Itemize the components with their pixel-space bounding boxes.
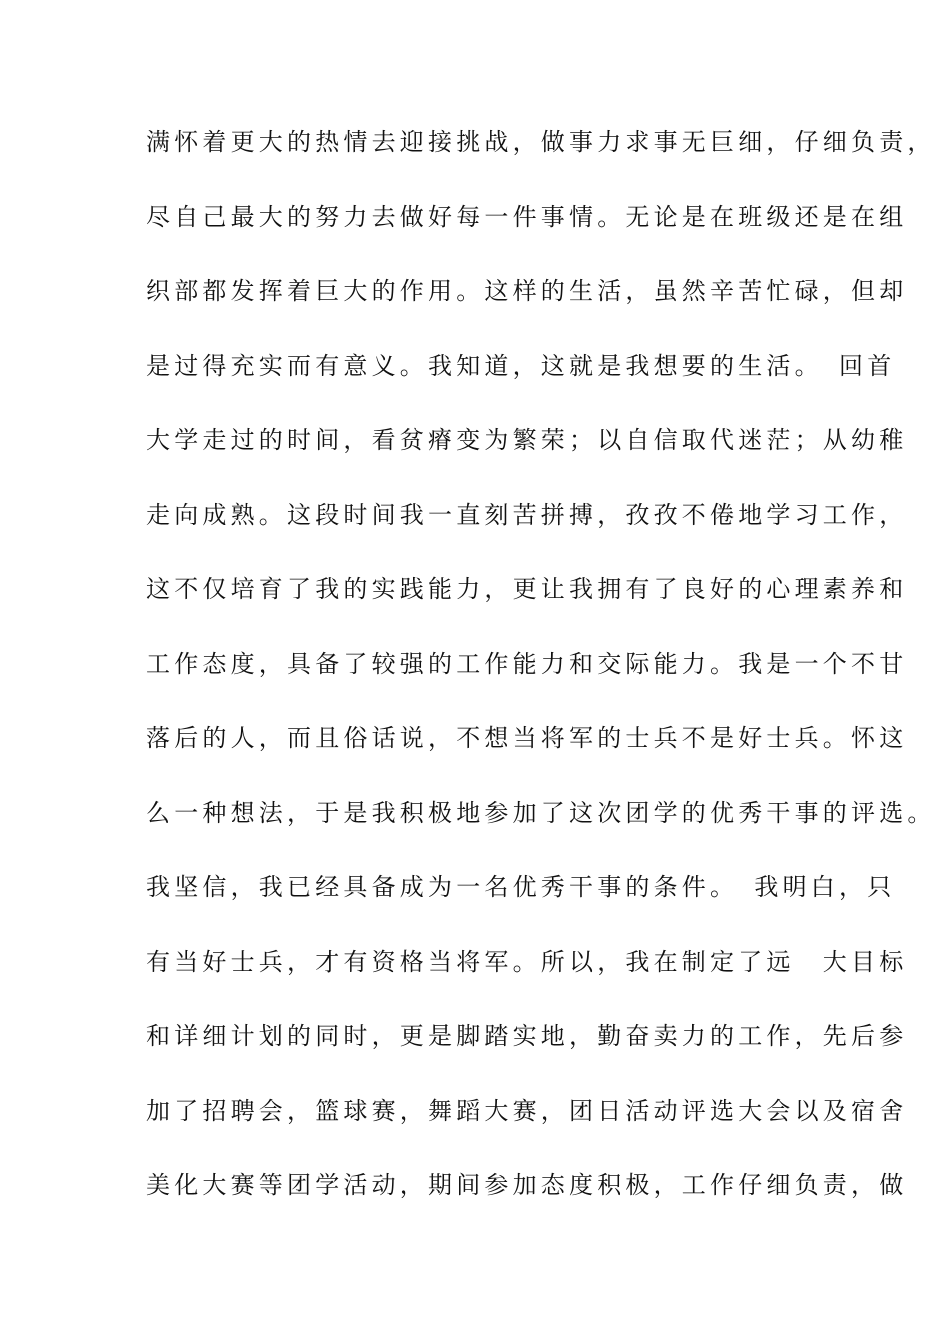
text-line: 这不仅培育了我的实践能力，更让我拥有了良好的心理素养和 [146,575,908,603]
body-text [146,127,936,1245]
text-line: 有当好士兵，才有资格当将军。所以，我在制定了远 大目标 [146,947,908,976]
text-line: 大学走过的时间，看贫瘠变为繁荣；以自信取代迷茫；从幼稚 [146,426,908,454]
text-line: 是过得充实而有意义。我知道，这就是我想要的生活。 回首 [146,351,896,380]
text-line: 美化大赛等团学活动，期间参加态度积极，工作仔细负责，做 [146,1171,908,1199]
text-line: 加了招聘会，篮球赛，舞蹈大赛，团日活动评选大会以及宿舍 [146,1096,908,1125]
text-line: 工作态度，具备了较强的工作能力和交际能力。我是一个不甘 [146,649,908,678]
text-line: 织部都发挥着巨大的作用。这样的生活，虽然辛苦忙碌，但却 [146,277,908,305]
text-line: 我坚信，我已经具备成为一名优秀干事的条件。 我明白，只 [146,873,896,901]
text-line: 和详细计划的同时，更是脚踏实地，勤奋卖力的工作，先后参 [146,1022,908,1050]
text-line: 满怀着更大的热情去迎接挑战，做事力求事无巨细，仔细负责， [146,128,936,156]
text-line: 走向成熟。这段时间我一直刻苦拼搏，孜孜不倦地学习工作， [146,500,908,529]
text-line: 么一种想法，于是我积极地参加了这次团学的优秀干事的评选。 [146,798,936,827]
text-line: 尽自己最大的努力去做好每一件事情。无论是在班级还是在组 [146,202,908,231]
text-line: 落后的人，而且俗话说，不想当将军的士兵不是好士兵。怀这 [146,724,908,752]
